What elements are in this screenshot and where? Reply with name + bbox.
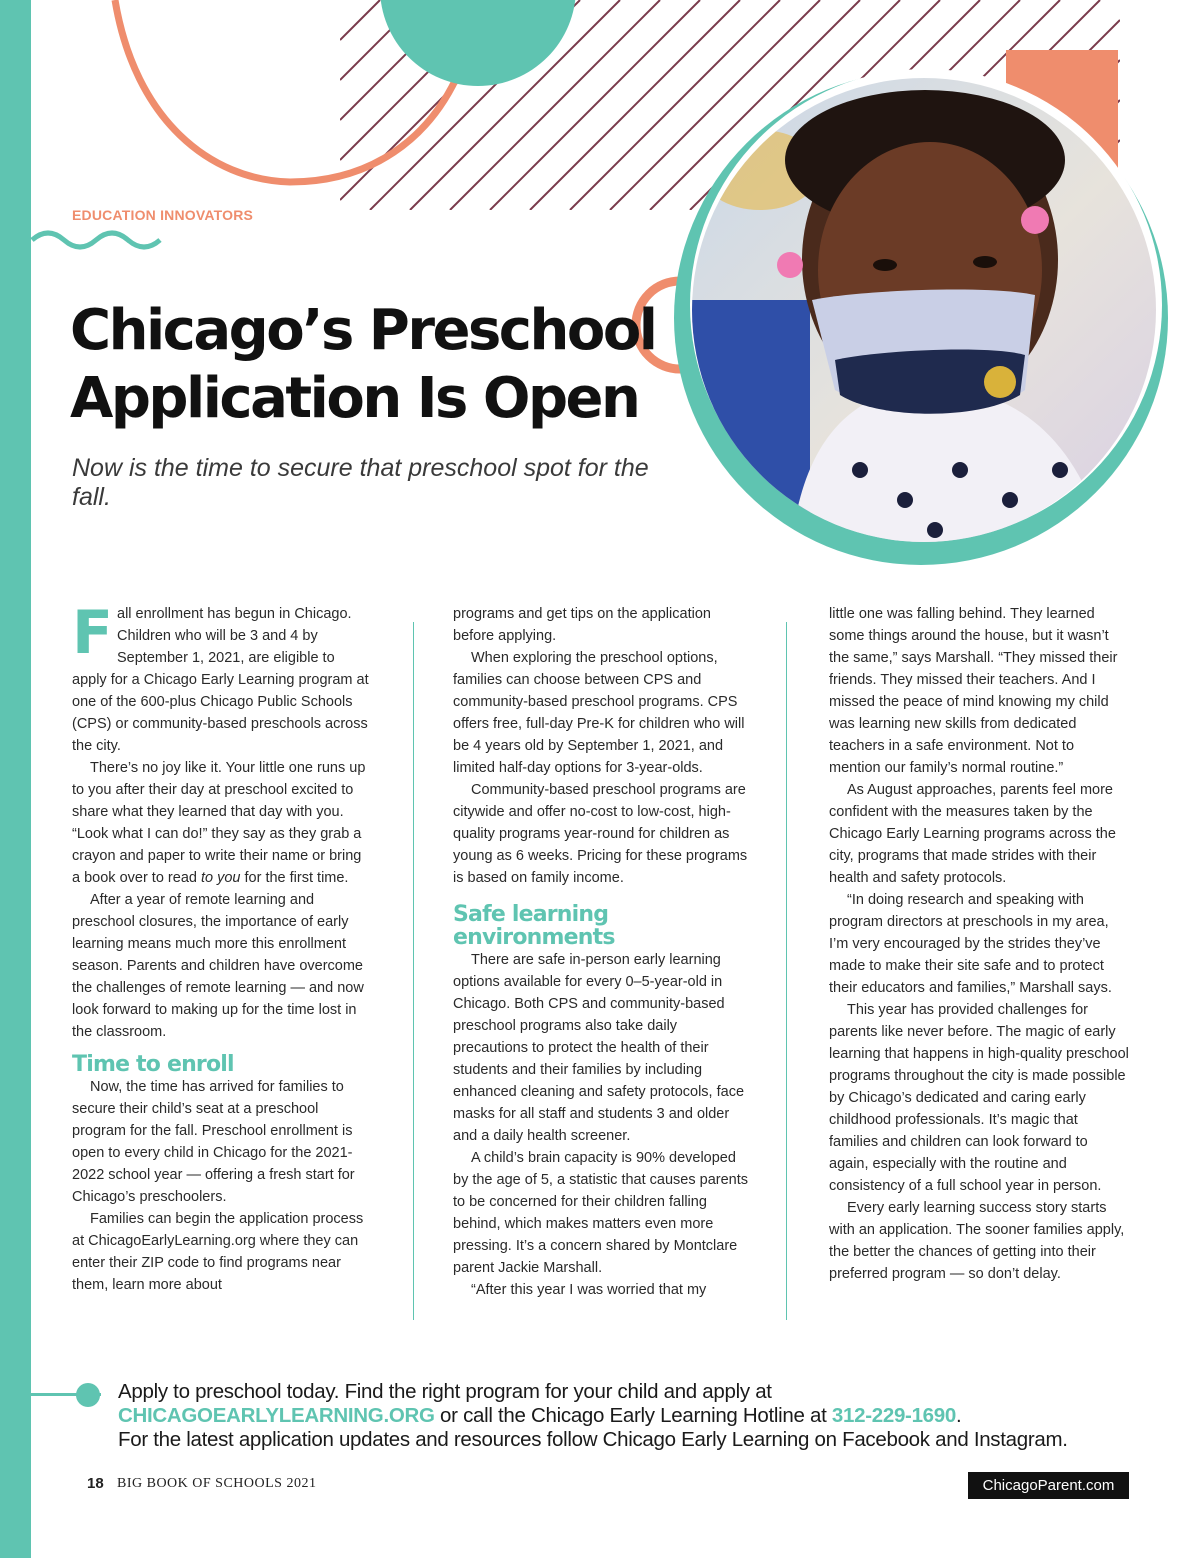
drop-cap: F — [72, 598, 113, 668]
page-number: 18 — [87, 1475, 104, 1492]
section-tag: EDUCATION INNOVATORS — [72, 207, 254, 223]
article-column-2 — [453, 603, 753, 1301]
hotline-phone[interactable]: 312-229-1690 — [831, 1404, 956, 1427]
paragraph: When exploring the preschool options, families can choose between CPS and community-based preschool programs. CPS offers free, full-day Pre-K for children who will be 4 years old by September 1, 2021, and limited half-day options for 3-year-olds. — [453, 650, 745, 776]
paragraph: There’s no joy like it. Your little one runs up to you after their day at preschool excited to share what they learned that day with you. “Look what I can do!” they say as they grab a crayon and paper to write their name or bring a book over to read to you for the first time. — [72, 760, 366, 886]
subhead: Now is the time to secure that preschool spot for the fall. — [72, 454, 649, 511]
paragraph: A child’s brain capacity is 90% developed by the age of 5, a statistic that causes parents to be concerned for their children falling behind, which makes matters even more pressing. It’s a concern shared by Montclare parent Jackie Marshall. — [453, 1150, 749, 1276]
callout-line-3: For the latest application updates and resources follow Chicago Early Learning on Facebook and Instagram. — [118, 1428, 1068, 1451]
paragraph: As August approaches, parents feel more confident with the measures taken by the Chicago Early Learning programs across the city, programs that made strides with their health and safety protocols. — [829, 782, 1116, 886]
article-column-1 — [72, 598, 372, 1296]
paragraph: Families can begin the application process at ChicagoEarlyLearning.org where they can enter their ZIP code to find programs near them, learn more about — [72, 1211, 364, 1293]
column-rule-1 — [413, 622, 414, 1320]
paragraph: “In doing research and speaking with program directors at preschools in my area, I’m very encouraged by the strides they’ve made to make their site safe and to protect their educators and families,” Marshall says. — [829, 892, 1112, 996]
callout-line-2: CHICAGOEARLYLEARNING.ORG or call the Chicago Early Learning Hotline at 312-229-1690. — [118, 1404, 962, 1427]
headline-line-1: Chicago’s Preschool — [70, 298, 656, 363]
paragraph: Every early learning success story starts with an application. The sooner families apply, the better the chances of getting into their preferred program — so don’t delay. — [829, 1200, 1125, 1282]
column-rule-2 — [786, 622, 787, 1320]
paragraph: This year has provided challenges for parents like never before. The magic of early learning that happens in high-quality preschool programs throughout the city is made possible by Chicago’s dedicated and caring early childhood professionals. It’s magic that families and children can look forward to again, especially with the routine and consistency of a full school year in person. — [829, 1002, 1129, 1194]
paragraph: “After this year I was worried that my — [471, 1282, 707, 1298]
paragraph: There are safe in-person early learning options available for every 0–5-year-old in Chicago. Both CPS and community-based preschool programs also take daily precautions to protect the health of their students and their families by including enhanced cleaning and safety protocols, face masks for all staff and students 3 and older and a daily health screener. — [453, 952, 745, 1144]
callout-line-1: Apply to preschool today. Find the right program for your child and apply at — [118, 1380, 772, 1403]
headline-line-2: Application Is Open — [70, 366, 639, 431]
paragraph: programs and get tips on the application before applying. — [453, 606, 711, 644]
subheading-safe-learning: Safe learning environments — [453, 902, 615, 950]
paragraph: Fall enrollment has begun in Chicago. Children who will be 3 and 4 by September 1, 2021, are eligible to apply for a Chicago Early Learning program at one of the 600-plus Chicago Public Schools (CPS) or community-based preschools across the city. — [72, 598, 369, 754]
website-link[interactable]: CHICAGOEARLYLEARNING.ORG — [118, 1404, 435, 1427]
article-column-3 — [829, 603, 1129, 1285]
paragraph: After a year of remote learning and preschool closures, the importance of early learning means much more this enrollment season. Parents and children have overcome the challenges of remote learning — and now look forward to making up for the time lost in the classroom. — [72, 892, 364, 1040]
subheading-time-to-enroll: Time to enroll — [72, 1052, 234, 1077]
paragraph: Now, the time has arrived for families to secure their child’s seat at a preschool program for the fall. Preschool enrollment is open to every child in Chicago for the 2021-2022 school year — offering a fresh start for Chicago’s preschoolers. — [72, 1079, 355, 1205]
paragraph: little one was falling behind. They learned some things around the house, but it wasn’t the same,” says Marshall. “They missed their friends. They missed their teachers. And I missed the peace of mind knowing my child was learning new skills from dedicated teachers in a safe environment. Not to mention our family’s normal routine.” — [829, 606, 1118, 776]
wavy-line — [32, 233, 160, 247]
callout-box — [118, 1380, 1178, 1452]
paragraph: Community-based preschool programs are citywide and offer no-cost to low-cost, high-quality programs year-round for children as young as 6 weeks. Pricing for these programs is based on family income. — [453, 782, 748, 886]
headline — [70, 297, 710, 433]
publication-name: BIG BOOK OF SCHOOLS 2021 — [117, 1476, 317, 1491]
callout-dot — [76, 1383, 100, 1407]
site-badge[interactable]: ChicagoParent.com — [968, 1472, 1129, 1499]
